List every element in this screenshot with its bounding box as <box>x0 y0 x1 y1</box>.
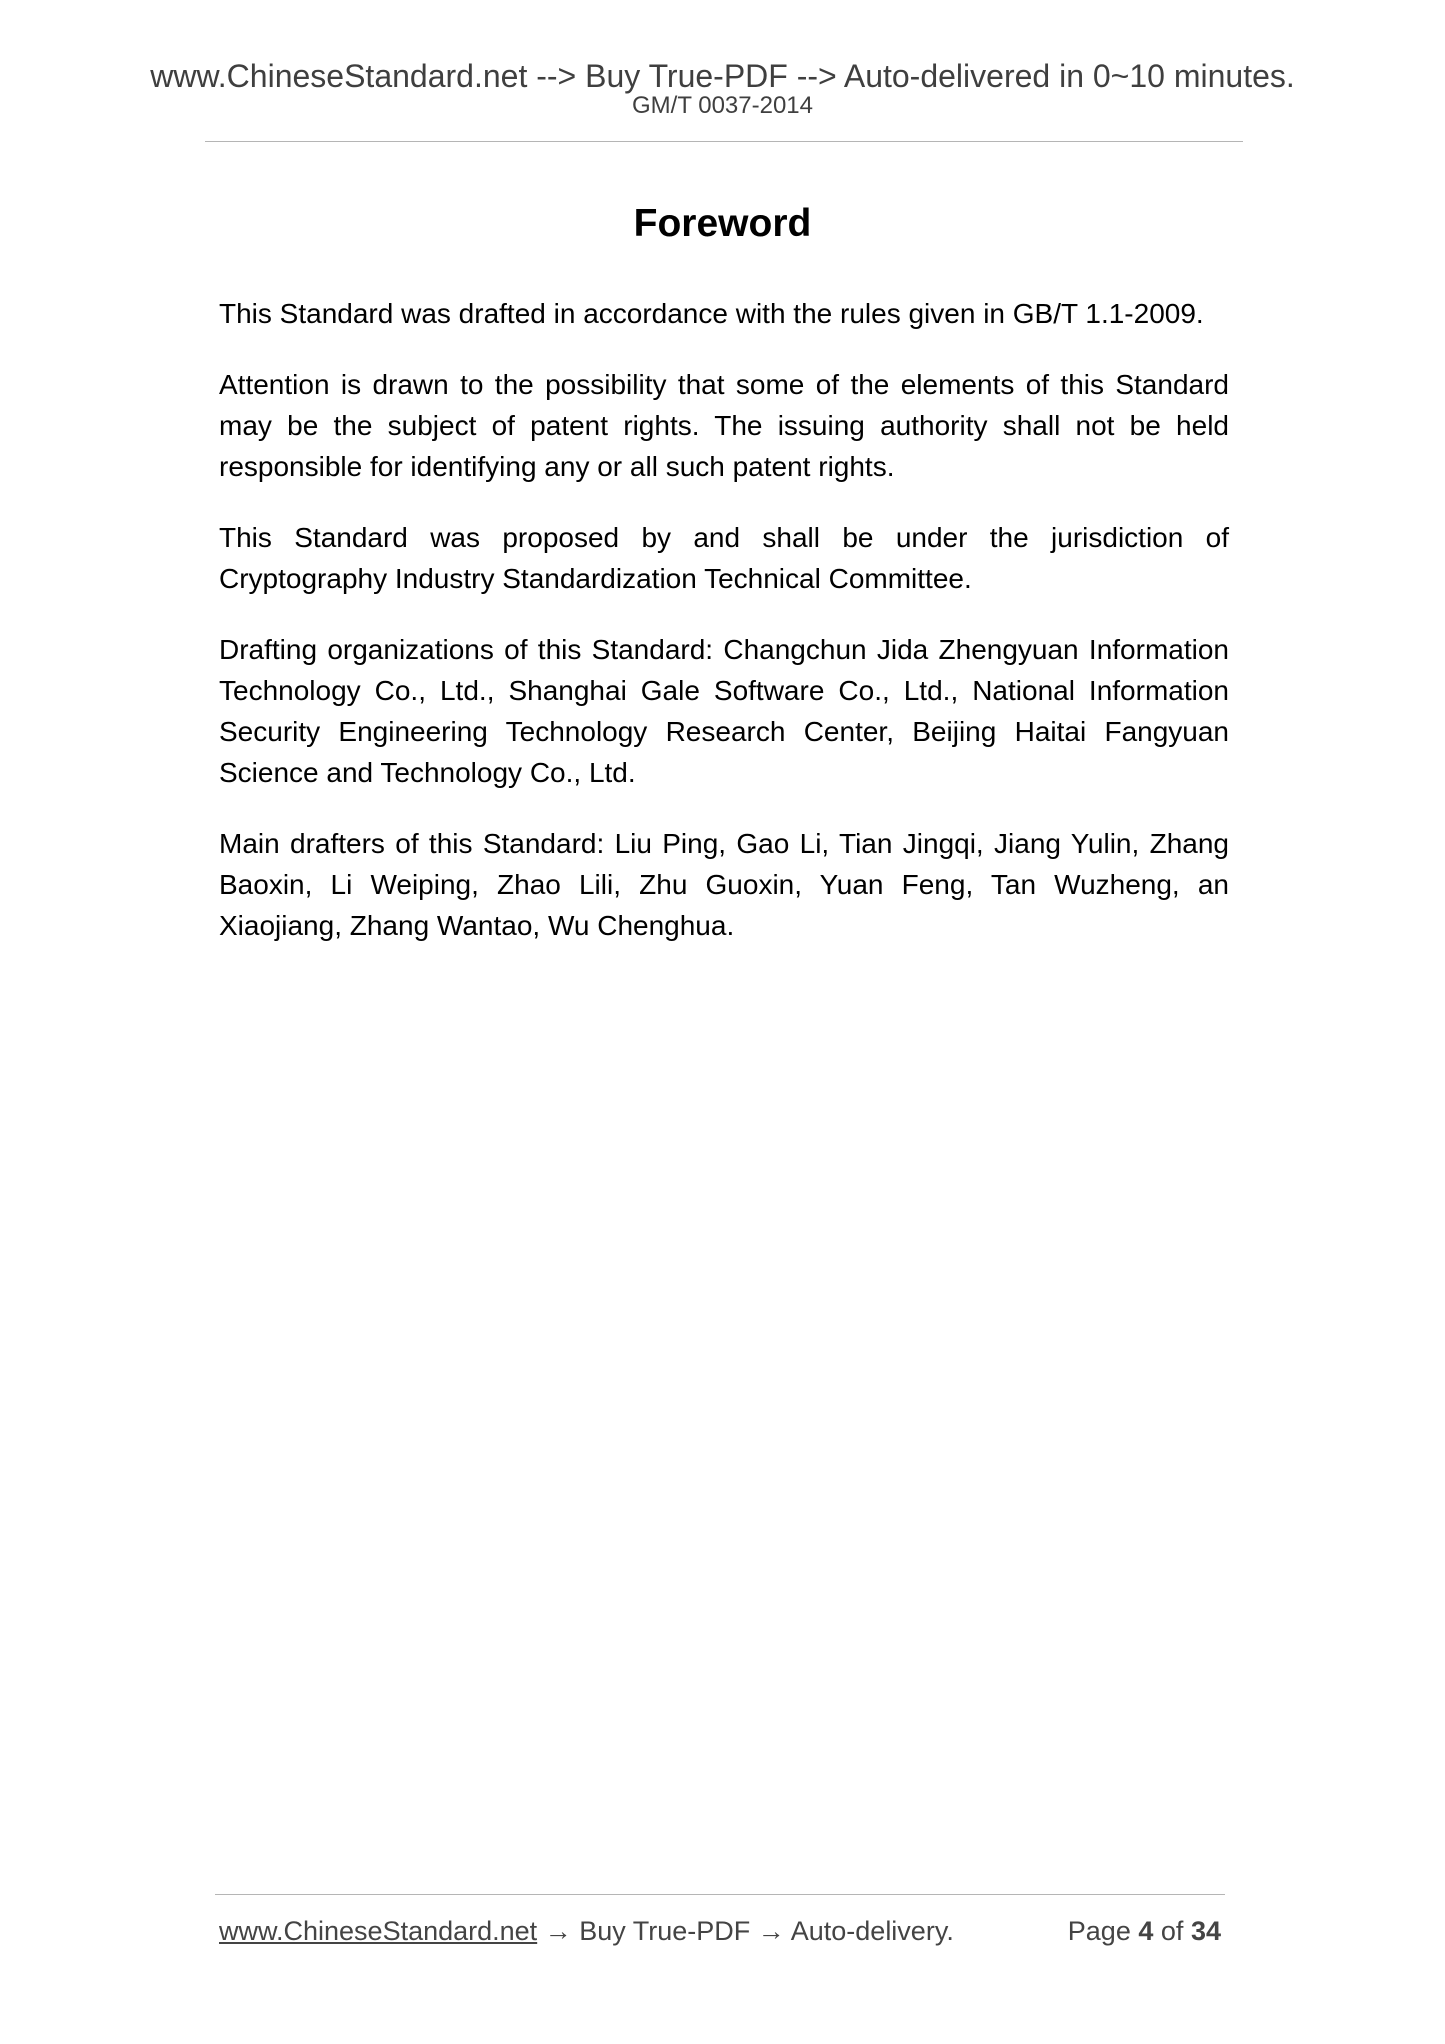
footer-site-link[interactable]: www.ChineseStandard.net <box>219 1916 538 1946</box>
page-current: 4 <box>1138 1916 1154 1946</box>
foreword-body <box>219 293 1229 976</box>
page-footer <box>219 1913 1221 1953</box>
page-total: 34 <box>1190 1916 1221 1946</box>
footer-promo <box>219 1913 954 1949</box>
footer-divider <box>215 1894 1225 1895</box>
paragraph-patent-notice: Attention is drawn to the possibility that some of the elements of this Standard may be the subject of patent rights. The issuing authority shall not be held responsible for identifying any or all such patent rights. <box>219 369 1229 482</box>
page-title: Foreword <box>633 202 812 245</box>
header-divider <box>205 141 1243 142</box>
document-code: GM/T 0037-2014 <box>632 92 813 119</box>
page-of-label: of <box>1160 1916 1184 1946</box>
paragraph-jurisdiction: This Standard was proposed by and shall be under the jurisdiction of Cryptography Industry Standardization Technical Committee. <box>219 522 1229 594</box>
footer-promo-text: → Buy True-PDF → Auto-delivery. <box>537 1916 954 1946</box>
top-banner: www.ChineseStandard.net --> Buy True-PDF --> Auto-delivered in 0~10 minutes. <box>150 58 1295 94</box>
paragraph-main-drafters: Main drafters of this Standard: Liu Ping, Gao Li, Tian Jingqi, Jiang Yulin, Zhang Baoxin, Li Weiping, Zhao Lili, Zhu Guoxin, Yuan Feng, Tan Wuzheng, an Xiaojiang, Zhang Wantao, Wu Chenghua. <box>219 828 1229 941</box>
page-label: Page <box>1067 1916 1131 1946</box>
paragraph-drafting-rules: This Standard was drafted in accordance with the rules given in GB/T 1.1-2009. <box>219 298 1204 329</box>
page-indicator <box>1068 1913 1221 1949</box>
paragraph-drafting-organizations: Drafting organizations of this Standard: Changchun Jida Zhengyuan Information Technology Co., Ltd., Shanghai Gale Software Co., Ltd., National Information Security Engineering Technology Research Center, Beijing Haitai Fangyuan Science and Technology Co., Ltd. <box>219 634 1229 788</box>
